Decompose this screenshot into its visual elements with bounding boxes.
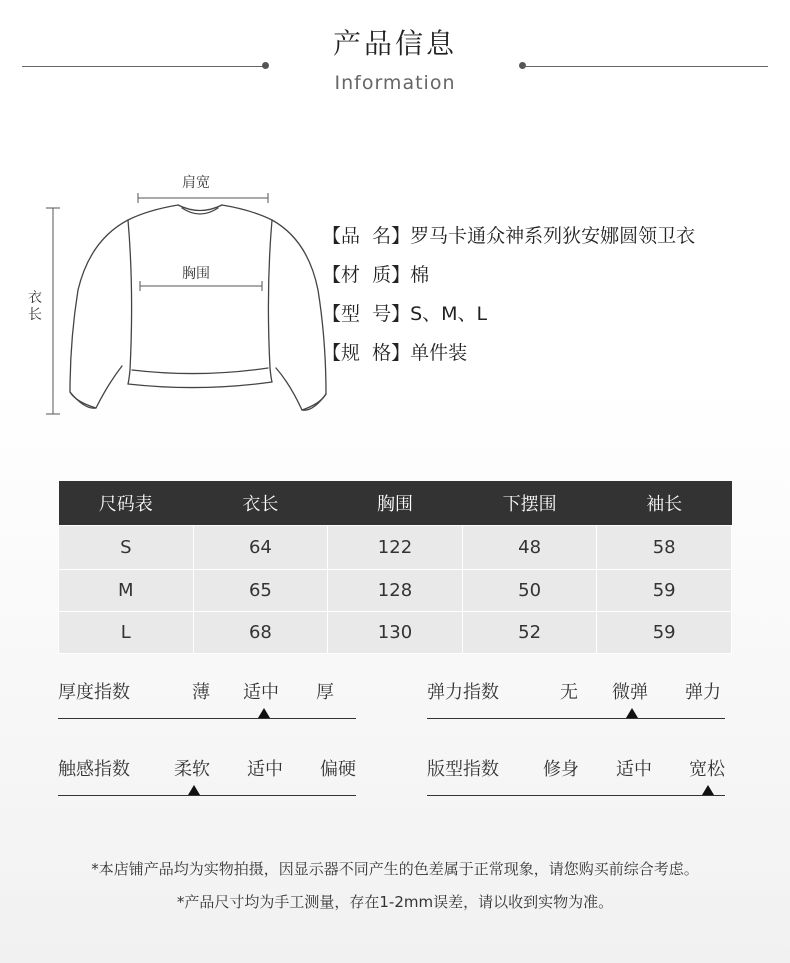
- touch-option-hard: 偏硬: [320, 759, 356, 780]
- table-header-cell: 胸围: [328, 481, 463, 526]
- fit-scale-line: [427, 795, 725, 796]
- thickness-index-label: 厚度指数: [58, 682, 130, 703]
- elasticity-option-slight: 微弹: [612, 682, 648, 703]
- elasticity-marker: [626, 708, 638, 718]
- table-header-cell: 尺码表: [59, 481, 194, 526]
- table-cell: 52: [462, 612, 597, 654]
- table-cell: 128: [328, 570, 463, 612]
- thickness-marker: [258, 708, 270, 718]
- table-cell: M: [59, 570, 194, 612]
- table-cell: 48: [462, 526, 597, 570]
- touch-scale-line: [58, 795, 356, 796]
- table-cell: 58: [597, 526, 732, 570]
- body-side-left: [128, 220, 132, 384]
- info-name-value: 罗马卡通众神系列狄安娜圆领卫衣: [410, 225, 696, 247]
- table-cell: S: [59, 526, 194, 570]
- info-name-row: [322, 221, 695, 248]
- info-material-value: 棉: [410, 264, 430, 286]
- thickness-scale-line: [58, 718, 356, 719]
- info-spec-row: [322, 338, 467, 365]
- info-model-row: [322, 299, 487, 326]
- body-outline-left: [70, 205, 178, 408]
- elasticity-option-elastic: 弹力: [685, 682, 721, 703]
- fit-option-loose: 宽松: [689, 759, 725, 780]
- touch-marker: [188, 785, 200, 795]
- table-cell: 130: [328, 612, 463, 654]
- body-side-right: [268, 220, 272, 382]
- touch-option-medium: 适中: [247, 759, 283, 780]
- fit-marker: [702, 785, 714, 795]
- info-model-value: S、M、L: [410, 303, 488, 325]
- fit-option-regular: 适中: [616, 759, 652, 780]
- touch-option-soft: 柔软: [174, 759, 210, 780]
- table-header-cell: 袖长: [597, 481, 732, 526]
- header-right-line: [523, 66, 768, 67]
- elasticity-scale-line: [427, 718, 725, 719]
- info-name-label: 【品 名】: [322, 225, 411, 247]
- elasticity-index-label: 弹力指数: [427, 682, 499, 703]
- page-subtitle: Information: [334, 72, 456, 94]
- table-cell: L: [59, 612, 194, 654]
- table-cell: 59: [597, 570, 732, 612]
- sweatshirt-diagram: [30, 170, 350, 430]
- note-color-disclaimer: *本店铺产品均为实物拍摄，因显示器不同产生的色差属于正常现象，请您购买前综合考虑。: [91, 860, 699, 878]
- table-cell: 50: [462, 570, 597, 612]
- chest-label: 胸围: [182, 266, 210, 282]
- fit-index-label: 版型指数: [427, 759, 499, 780]
- info-material-row: [322, 260, 429, 287]
- body-outline-right: [222, 205, 326, 410]
- shoulder-width-label: 肩宽: [182, 175, 210, 191]
- size-table: [58, 481, 732, 654]
- hem-band: [132, 368, 268, 374]
- thickness-option-thin: 薄: [192, 682, 210, 703]
- table-header-cell: 下摆围: [462, 481, 597, 526]
- table-row: [59, 612, 732, 654]
- table-cell: 59: [597, 612, 732, 654]
- table-header-cell: 衣长: [193, 481, 328, 526]
- hem: [128, 382, 272, 388]
- left-cuff: [70, 392, 96, 408]
- header-left-line: [22, 66, 266, 67]
- length-label: 衣长: [28, 290, 42, 323]
- table-cell: 64: [193, 526, 328, 570]
- touch-index-label: 触感指数: [58, 759, 130, 780]
- info-model-label: 【型 号】: [322, 303, 411, 325]
- table-header-row: [59, 481, 732, 526]
- table-cell: 65: [193, 570, 328, 612]
- thickness-option-medium: 适中: [243, 682, 279, 703]
- note-measurement-disclaimer: *产品尺寸均为手工测量，存在1-2mm误差，请以收到实物为准。: [176, 893, 614, 911]
- info-spec-value: 单件装: [410, 342, 468, 364]
- table-cell: 122: [328, 526, 463, 570]
- table-cell: 68: [193, 612, 328, 654]
- table-row: [59, 526, 732, 570]
- info-material-label: 【材 质】: [322, 264, 411, 286]
- info-spec-label: 【规 格】: [322, 342, 411, 364]
- right-cuff: [302, 394, 326, 410]
- fit-option-slim: 修身: [543, 759, 579, 780]
- header-left-dot: [262, 62, 269, 69]
- thickness-option-thick: 厚: [316, 682, 334, 703]
- page-title: 产品信息: [332, 27, 457, 60]
- table-row: [59, 570, 732, 612]
- elasticity-option-none: 无: [560, 682, 578, 703]
